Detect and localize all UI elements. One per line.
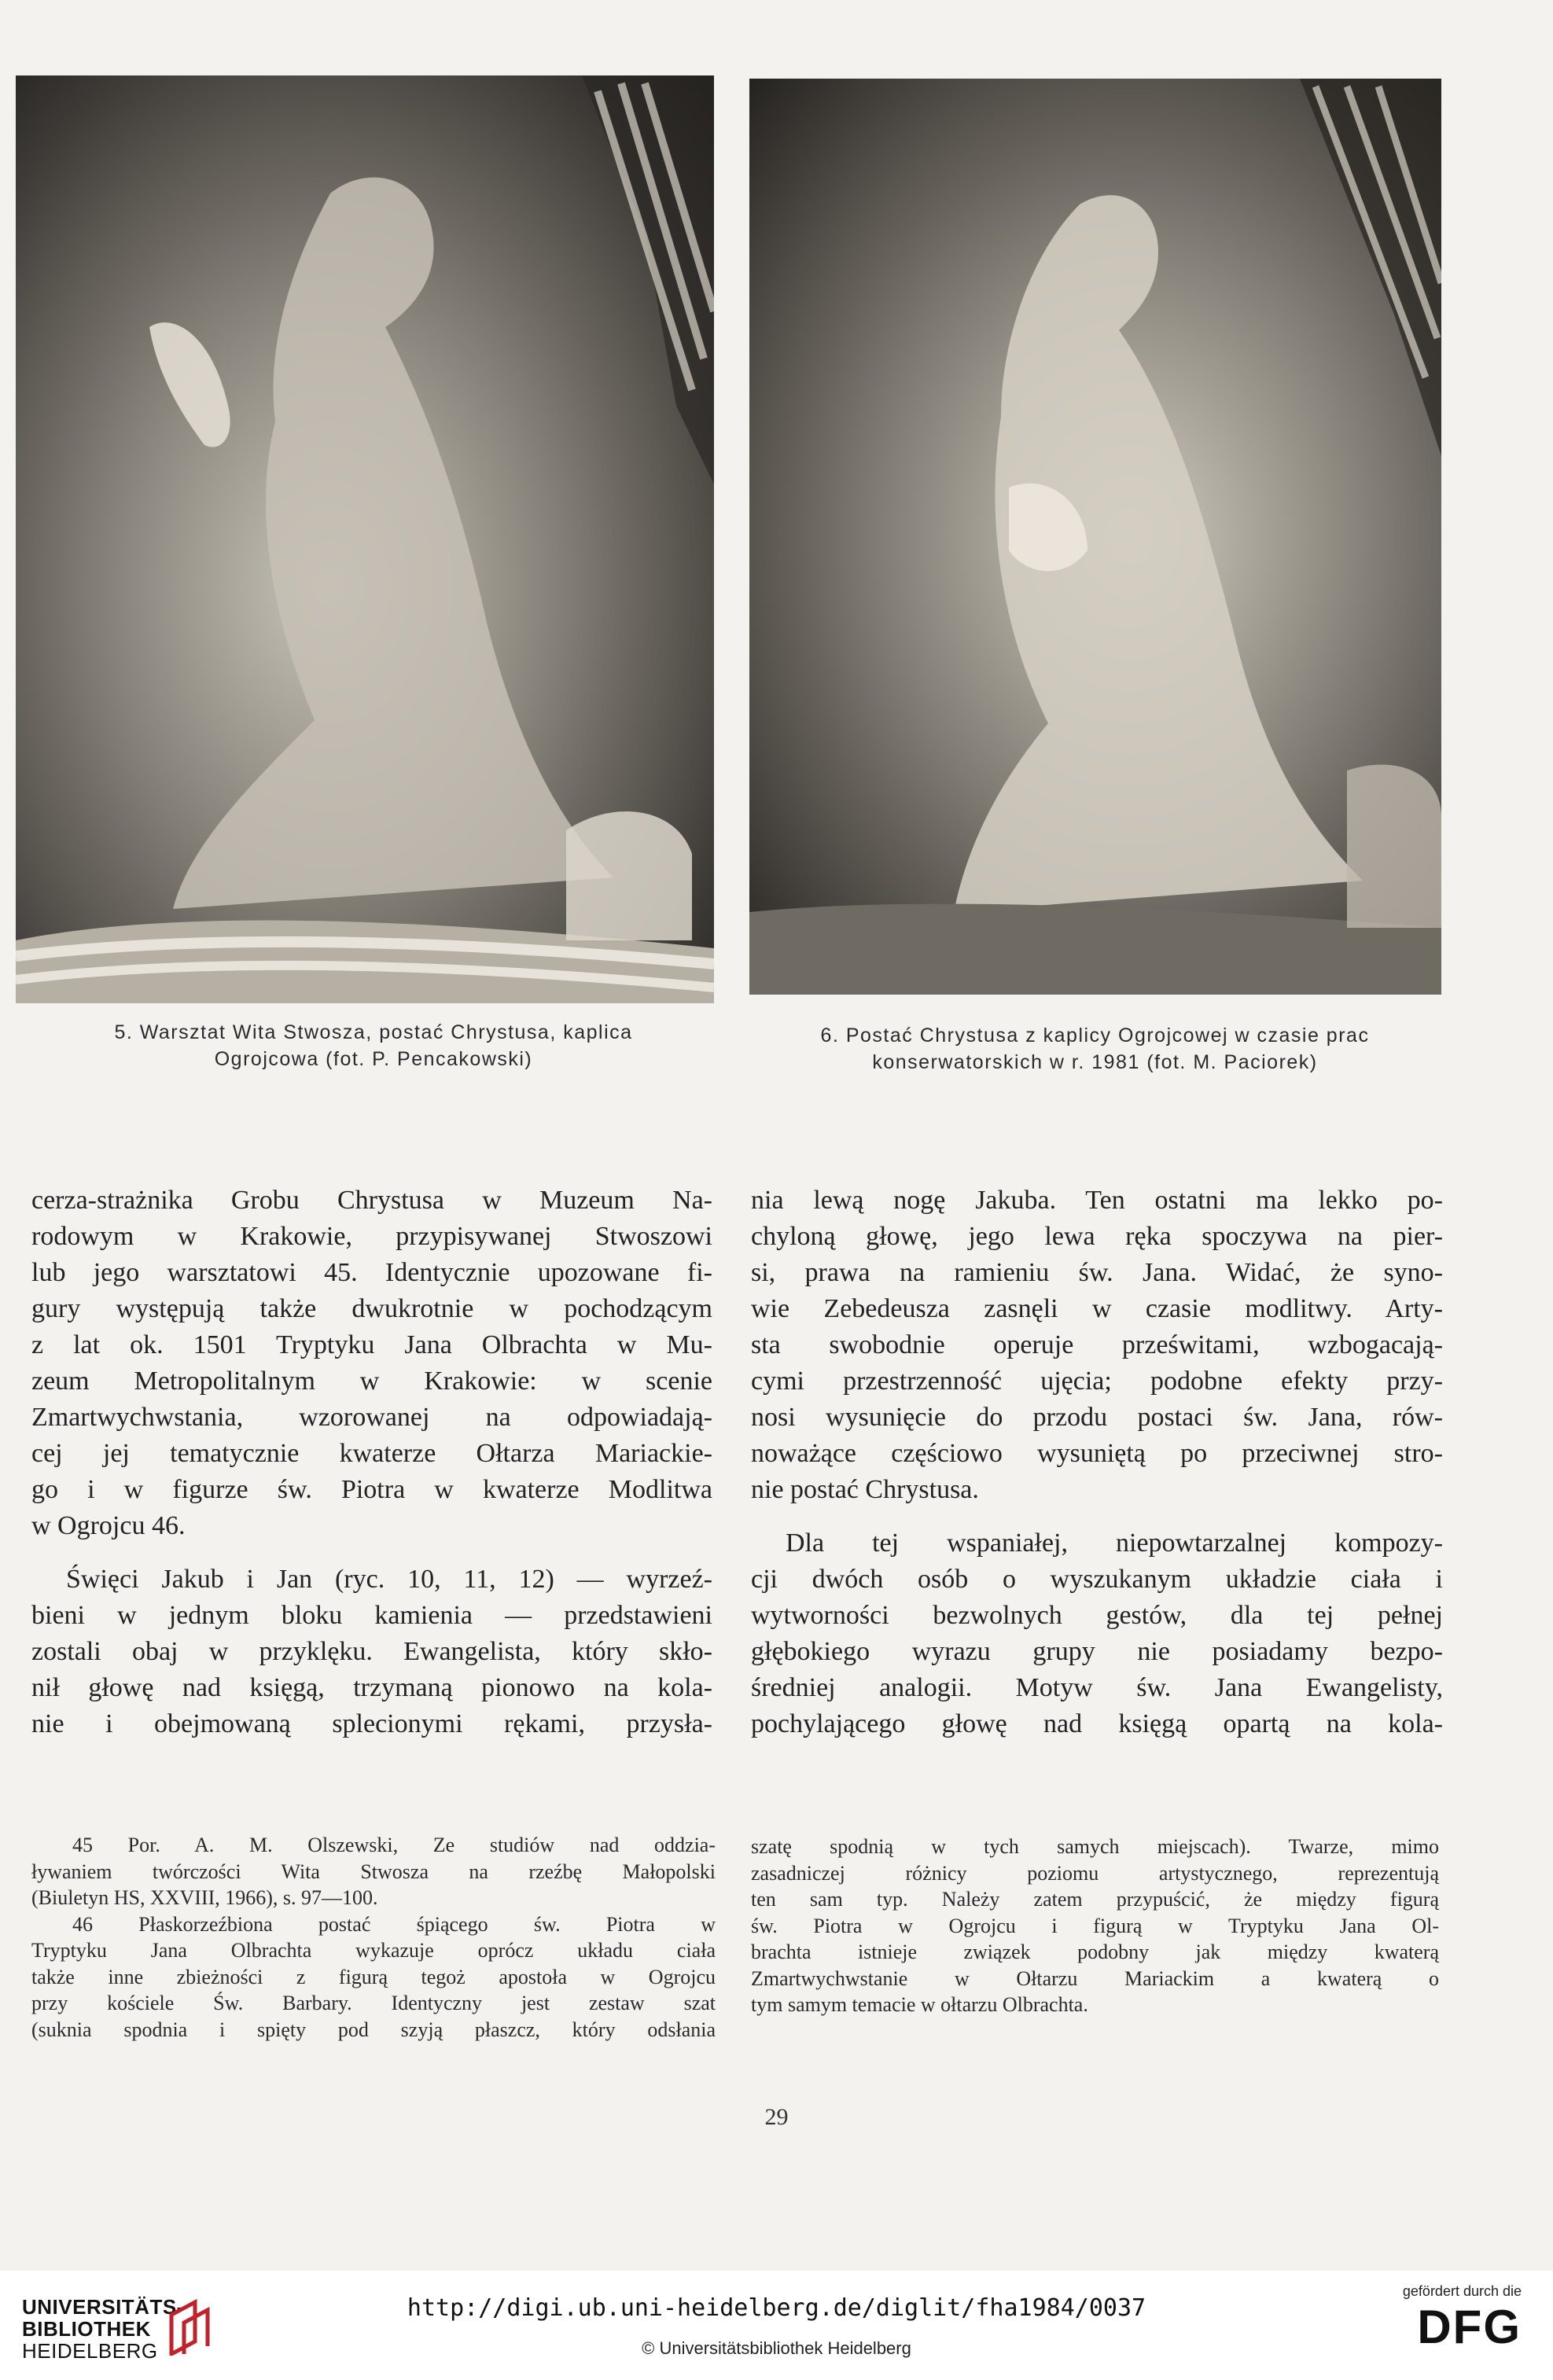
footnote-line: przy kościele Św. Barbary. Identyczny jest zestaw szat: [31, 1992, 716, 2014]
digitization-footer: [0, 2271, 1553, 2380]
caption-line: 6. Postać Chrystusa z kaplicy Ogrojcowej w czasie prac: [820, 1024, 1370, 1047]
footnote-line: brachta istnieje związek podobny jak między kwaterą: [751, 1940, 1439, 1963]
footnote-line: (suknia spodnia i spięty pod szyją płaszcz, który odsłania: [31, 2018, 716, 2041]
footnote-line: tym samym temacie w ołtarzu Olbrachta.: [751, 1993, 1088, 2016]
footnote-line: Zmartwychwstanie w Ołtarzu Mariackim a kwaterą o: [751, 1966, 1439, 1990]
text-line: chyloną głowę, jego lewa ręka spoczywa na pier-: [751, 1222, 1443, 1251]
figure-5-caption: [31, 1019, 716, 1072]
text-line: wie Zebedeusza zasnęli w czasie modlitwy. Arty-: [751, 1294, 1443, 1323]
footnote-line: Tryptyku Jana Olbrachta wykazuje oprócz układu ciała: [31, 1939, 716, 1962]
text-line: zostali obaj w przyklęku. Ewangelista, który skło-: [31, 1637, 712, 1666]
library-name-line: HEIDELBERG: [22, 2339, 158, 2363]
figure-6-photo: [749, 79, 1441, 995]
text-line: cej jej tematycznie kwaterze Ołtarza Mariackie-: [31, 1439, 712, 1468]
text-line: noważące częściowo wysuniętą po przeciwnej stro-: [751, 1439, 1443, 1468]
permalink-link[interactable]: http://digi.ub.uni-heidelberg.de/diglit/fha1984/0037: [407, 2294, 1146, 2322]
text-line: gury występują także dwukrotnie w pochodzącym: [31, 1294, 712, 1323]
text-line: bieni w jednym bloku kamienia — przedstawieni: [31, 1601, 712, 1630]
footnote-line: (Biuletyn HS, XXVIII, 1966), s. 97—100.: [31, 1886, 378, 1909]
text-line: wytworności bezwolnych gestów, dla tej pełnej: [751, 1601, 1443, 1630]
text-line: w Ogrojcu 46.: [31, 1511, 186, 1540]
text-line: głębokiego wyrazu grupy nie posiadamy bezpo-: [751, 1637, 1443, 1666]
text-line: go i w figurze św. Piotra w kwaterze Modlitwa: [31, 1475, 712, 1504]
footnote-line: także inne zbieżności z figurą tegoż apostoła w Ogrojcu: [31, 1965, 716, 1988]
text-line: Zmartwychwstania, wzorowanej na odpowiadają-: [31, 1403, 712, 1432]
text-line: cymi przestrzenność ujęcia; podobne efekty przy-: [751, 1367, 1443, 1396]
footnotes-right: [751, 1834, 1439, 2018]
copyright-notice: © Universitätsbibliothek Heidelberg: [642, 2338, 911, 2358]
footnote-line: 46 Płaskorzeźbiona postać śpiącego św. Piotra w: [72, 1912, 716, 1936]
text-line: nił głowę nad księgą, trzymaną pionowo na kola-: [31, 1673, 712, 1702]
dfg-logo: DFG: [1417, 2301, 1522, 2353]
kneeling-christ-sculpture-image: [16, 75, 714, 1003]
footnote-line: ływaniem twórczości Wita Stwosza na rzeźbę Małopolski: [31, 1859, 716, 1883]
text-line: pochylającego głowę nad księgą opartą na kola-: [751, 1709, 1443, 1738]
caption-line: Ogrojcowa (fot. P. Pencakowski): [214, 1048, 533, 1070]
footnote-line: zasadniczej różnicy poziomu artystycznego, reprezentują: [751, 1861, 1439, 1885]
text-line: z lat ok. 1501 Tryptyku Jana Olbrachta w Mu-: [31, 1330, 712, 1359]
funding-note: gefördert durch die: [1402, 2283, 1522, 2299]
text-line: średniej analogii. Motyw św. Jana Ewangelisty,: [751, 1673, 1443, 1702]
text-line: Święci Jakub i Jan (ryc. 10, 11, 12) — wyrzeź-: [66, 1565, 712, 1594]
library-name-line: BIBLIOTHEK: [22, 2317, 151, 2341]
text-line: nia lewą nogę Jakuba. Ten ostatni ma lekko po-: [751, 1186, 1443, 1215]
text-line: rodowym w Krakowie, przypisywanej Stwoszowi: [31, 1222, 712, 1251]
text-line: cji dwóch osób o wyszukanym układzie ciała i: [751, 1565, 1443, 1594]
text-line: nie i obejmowaną splecionymi rękami, przysła-: [31, 1709, 712, 1738]
text-line: nie postać Chrystusa.: [751, 1475, 979, 1504]
body-column-left: [31, 1183, 712, 1742]
body-column-right: [751, 1183, 1443, 1742]
text-line: zeum Metropolitalnym w Krakowie: w scenie: [31, 1367, 712, 1396]
text-line: si, prawa na ramieniu św. Jana. Widać, że syno-: [751, 1258, 1443, 1287]
library-name-line: UNIVERSITÄTS-: [22, 2295, 184, 2319]
caption-line: 5. Warsztat Wita Stwosza, postać Chrystusa, kaplica: [114, 1021, 633, 1043]
caption-line: konserwatorskich w r. 1981 (fot. M. Paciorek): [872, 1051, 1318, 1073]
footnote-line: 45 Por. A. M. Olszewski, Ze studiów nad oddzia-: [72, 1834, 716, 1856]
footnotes-left: [31, 1832, 716, 2043]
page-number: 29: [764, 2104, 789, 2130]
text-line: sta swobodnie operuje prześwitami, wzbogacają-: [751, 1330, 1443, 1359]
footnote-line: ten sam typ. Należy zatem przypuścić, że między figurą: [751, 1888, 1439, 1911]
funder-block[interactable]: [1364, 2283, 1522, 2370]
footnote-line: szatę spodnią w tych samych miejscach). Twarze, mimo: [751, 1835, 1439, 1858]
text-line: nosi wysunięcie do przodu postaci św. Jana, rów-: [751, 1403, 1443, 1432]
text-line: lub jego warsztatowi 45. Identycznie upozowane fi-: [31, 1258, 712, 1287]
footnote-line: św. Piotra w Ogrojcu i figurą w Tryptyku Jana Ol-: [751, 1914, 1439, 1937]
text-line: Dla tej wspaniałej, niepowtarzalnej kompozy-: [786, 1528, 1443, 1558]
figure-6-caption: [743, 1022, 1447, 1076]
figure-5-photo: [16, 75, 714, 1003]
christ-sculpture-conservation-image: [749, 79, 1441, 995]
text-line: cerza-strażnika Grobu Chrystusa w Muzeum Na-: [31, 1186, 712, 1215]
